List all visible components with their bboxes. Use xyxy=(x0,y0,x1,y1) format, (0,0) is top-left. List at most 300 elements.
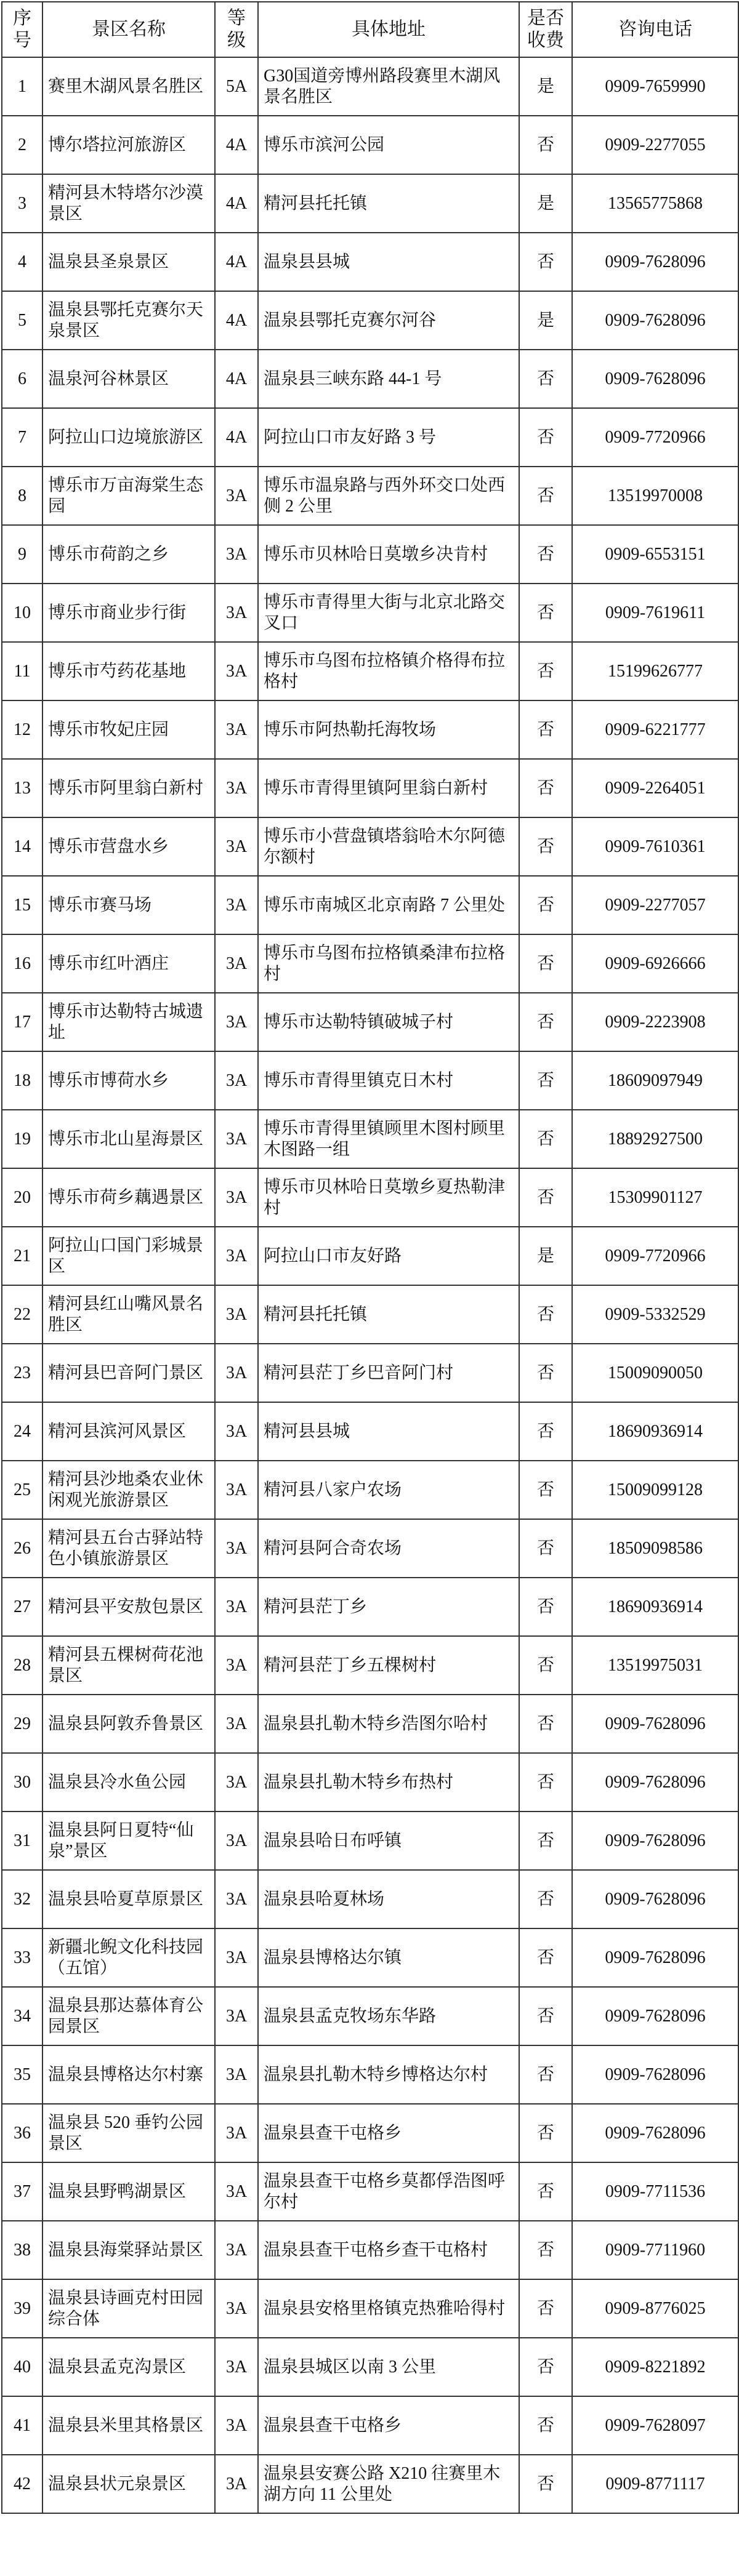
cell-address: 精河县托托镇 xyxy=(258,174,519,233)
cell-phone: 15009090050 xyxy=(572,1344,738,1402)
table-row xyxy=(2,291,738,350)
table-row xyxy=(2,1461,738,1519)
cell-name: 精河县滨河风景区 xyxy=(42,1402,215,1461)
cell-fee: 否 xyxy=(519,1344,572,1402)
table-row xyxy=(2,1812,738,1870)
table-row xyxy=(2,1695,738,1753)
table-row xyxy=(2,2104,738,2162)
cell-no: 37 xyxy=(2,2162,42,2221)
cell-name: 温泉县阿日夏特“仙泉”景区 xyxy=(42,1812,215,1870)
table-row xyxy=(2,2455,738,2513)
cell-phone: 0909-7628096 xyxy=(572,1695,738,1753)
cell-phone: 0909-8776025 xyxy=(572,2279,738,2338)
cell-address: 温泉县扎勒木特乡浩图尔哈村 xyxy=(258,1695,519,1753)
cell-fee: 否 xyxy=(519,1636,572,1695)
cell-no: 18 xyxy=(2,1051,42,1110)
cell-no: 34 xyxy=(2,1987,42,2045)
cell-name: 博乐市博荷水乡 xyxy=(42,1051,215,1110)
cell-address: 温泉县扎勒木特乡布热村 xyxy=(258,1753,519,1812)
cell-no: 20 xyxy=(2,1168,42,1227)
cell-address: 博乐市青得里大街与北京北路交叉口 xyxy=(258,584,519,642)
table-row xyxy=(2,2162,738,2221)
header-address: 具体地址 xyxy=(258,2,519,57)
cell-name: 精河县平安敖包景区 xyxy=(42,1578,215,1636)
table-row xyxy=(2,876,738,934)
cell-level: 3A xyxy=(215,700,258,759)
cell-phone: 0909-7628096 xyxy=(572,1812,738,1870)
table-row xyxy=(2,174,738,233)
cell-level: 3A xyxy=(215,2396,258,2455)
cell-phone: 0909-7610361 xyxy=(572,817,738,876)
cell-level: 3A xyxy=(215,1695,258,1753)
cell-level: 4A xyxy=(215,174,258,233)
cell-fee: 否 xyxy=(519,2338,572,2396)
cell-fee: 否 xyxy=(519,1168,572,1227)
cell-phone: 18509098586 xyxy=(572,1519,738,1578)
cell-name: 精河县五台古驿站特色小镇旅游景区 xyxy=(42,1519,215,1578)
cell-phone: 0909-7720966 xyxy=(572,1227,738,1285)
cell-phone: 0909-5332529 xyxy=(572,1285,738,1344)
cell-name: 温泉县鄂托克赛尔天泉景区 xyxy=(42,291,215,350)
table-row xyxy=(2,1519,738,1578)
cell-name: 温泉县诗画克村田园综合体 xyxy=(42,2279,215,2338)
table-header xyxy=(2,2,738,57)
cell-level: 3A xyxy=(215,1461,258,1519)
table-row xyxy=(2,57,738,116)
cell-name: 温泉县孟克沟景区 xyxy=(42,2338,215,2396)
cell-fee: 否 xyxy=(519,1695,572,1753)
cell-address: 博乐市青得里镇阿里翁白新村 xyxy=(258,759,519,817)
cell-name: 博乐市红叶酒庄 xyxy=(42,934,215,993)
cell-phone: 0909-8771117 xyxy=(572,2455,738,2513)
cell-address: 温泉县哈日布呼镇 xyxy=(258,1812,519,1870)
cell-level: 3A xyxy=(215,759,258,817)
cell-level: 4A xyxy=(215,233,258,291)
cell-name: 博尔塔拉河旅游区 xyxy=(42,116,215,174)
cell-fee: 否 xyxy=(519,1402,572,1461)
cell-name: 温泉县那达慕体育公园景区 xyxy=(42,1987,215,2045)
cell-no: 3 xyxy=(2,174,42,233)
cell-no: 35 xyxy=(2,2045,42,2104)
cell-no: 13 xyxy=(2,759,42,817)
cell-name: 温泉河谷林景区 xyxy=(42,350,215,408)
cell-name: 博乐市达勒特古城遗址 xyxy=(42,993,215,1051)
cell-fee: 否 xyxy=(519,1987,572,2045)
cell-fee: 否 xyxy=(519,876,572,934)
cell-no: 23 xyxy=(2,1344,42,1402)
cell-no: 15 xyxy=(2,876,42,934)
cell-level: 3A xyxy=(215,1753,258,1812)
cell-level: 3A xyxy=(215,525,258,584)
cell-phone: 0909-6221777 xyxy=(572,700,738,759)
cell-no: 10 xyxy=(2,584,42,642)
cell-no: 12 xyxy=(2,700,42,759)
cell-phone: 13519975031 xyxy=(572,1636,738,1695)
cell-fee: 否 xyxy=(519,408,572,467)
cell-no: 6 xyxy=(2,350,42,408)
table-row xyxy=(2,1753,738,1812)
table-row xyxy=(2,2221,738,2279)
cell-no: 39 xyxy=(2,2279,42,2338)
cell-no: 40 xyxy=(2,2338,42,2396)
cell-no: 36 xyxy=(2,2104,42,2162)
cell-phone: 0909-7711536 xyxy=(572,2162,738,2221)
cell-address: 温泉县查干屯格乡 xyxy=(258,2396,519,2455)
cell-fee: 否 xyxy=(519,1928,572,1987)
table-row xyxy=(2,2396,738,2455)
cell-no: 8 xyxy=(2,467,42,525)
cell-no: 14 xyxy=(2,817,42,876)
cell-fee: 否 xyxy=(519,1285,572,1344)
table-row xyxy=(2,584,738,642)
cell-no: 22 xyxy=(2,1285,42,1344)
cell-address: 温泉县城区以南 3 公里 xyxy=(258,2338,519,2396)
cell-no: 42 xyxy=(2,2455,42,2513)
cell-no: 11 xyxy=(2,642,42,700)
cell-phone: 0909-7628096 xyxy=(572,350,738,408)
cell-fee: 否 xyxy=(519,2045,572,2104)
cell-no: 19 xyxy=(2,1110,42,1168)
cell-name: 温泉县哈夏草原景区 xyxy=(42,1870,215,1928)
cell-phone: 18892927500 xyxy=(572,1110,738,1168)
cell-phone: 0909-7628096 xyxy=(572,233,738,291)
cell-fee: 否 xyxy=(519,350,572,408)
table-row xyxy=(2,1928,738,1987)
cell-name: 阿拉山口边境旅游区 xyxy=(42,408,215,467)
cell-phone: 0909-2277055 xyxy=(572,116,738,174)
cell-level: 3A xyxy=(215,1578,258,1636)
cell-name: 精河县沙地桑农业休闲观光旅游景区 xyxy=(42,1461,215,1519)
cell-phone: 0909-8221892 xyxy=(572,2338,738,2396)
cell-no: 32 xyxy=(2,1870,42,1928)
cell-fee: 否 xyxy=(519,1812,572,1870)
cell-address: 温泉县鄂托克赛尔河谷 xyxy=(258,291,519,350)
table-row xyxy=(2,934,738,993)
cell-no: 21 xyxy=(2,1227,42,1285)
cell-no: 4 xyxy=(2,233,42,291)
header-level: 等级 xyxy=(215,2,258,57)
cell-address: 博乐市南城区北京南路 7 公里处 xyxy=(258,876,519,934)
cell-level: 3A xyxy=(215,1402,258,1461)
cell-name: 温泉县野鸭湖景区 xyxy=(42,2162,215,2221)
cell-level: 3A xyxy=(215,1928,258,1987)
cell-address: 精河县托托镇 xyxy=(258,1285,519,1344)
cell-address: 博乐市温泉路与西外环交口处西侧 2 公里 xyxy=(258,467,519,525)
cell-level: 3A xyxy=(215,2279,258,2338)
cell-name: 温泉县圣泉景区 xyxy=(42,233,215,291)
cell-phone: 13519970008 xyxy=(572,467,738,525)
cell-no: 38 xyxy=(2,2221,42,2279)
cell-name: 博乐市牧妃庄园 xyxy=(42,700,215,759)
cell-no: 16 xyxy=(2,934,42,993)
table-row xyxy=(2,993,738,1051)
table-row xyxy=(2,2045,738,2104)
cell-phone: 0909-7628096 xyxy=(572,2045,738,2104)
cell-level: 4A xyxy=(215,350,258,408)
table-row xyxy=(2,233,738,291)
cell-phone: 0909-7628096 xyxy=(572,1928,738,1987)
cell-no: 5 xyxy=(2,291,42,350)
cell-fee: 是 xyxy=(519,174,572,233)
cell-phone: 0909-2264051 xyxy=(572,759,738,817)
cell-address: 阿拉山口市友好路 xyxy=(258,1227,519,1285)
cell-name: 温泉县冷水鱼公园 xyxy=(42,1753,215,1812)
cell-level: 4A xyxy=(215,116,258,174)
cell-address: 博乐市滨河公园 xyxy=(258,116,519,174)
table-row xyxy=(2,1987,738,2045)
table-row xyxy=(2,1168,738,1227)
cell-fee: 否 xyxy=(519,2396,572,2455)
table-row xyxy=(2,1110,738,1168)
cell-level: 3A xyxy=(215,934,258,993)
cell-level: 3A xyxy=(215,2338,258,2396)
header-no: 序号 xyxy=(2,2,42,57)
cell-address: 温泉县博格达尔镇 xyxy=(258,1928,519,1987)
cell-phone: 0909-7628096 xyxy=(572,1987,738,2045)
cell-level: 3A xyxy=(215,2221,258,2279)
cell-level: 3A xyxy=(215,1987,258,2045)
cell-name: 博乐市营盘水乡 xyxy=(42,817,215,876)
header-name: 景区名称 xyxy=(42,2,215,57)
cell-name: 阿拉山口国门彩城景区 xyxy=(42,1227,215,1285)
cell-fee: 否 xyxy=(519,2162,572,2221)
cell-name: 精河县巴音阿门景区 xyxy=(42,1344,215,1402)
table-row xyxy=(2,408,738,467)
cell-fee: 否 xyxy=(519,233,572,291)
cell-name: 博乐市万亩海棠生态园 xyxy=(42,467,215,525)
table-row xyxy=(2,525,738,584)
cell-fee: 否 xyxy=(519,1051,572,1110)
cell-address: 精河县八家户农场 xyxy=(258,1461,519,1519)
table-row xyxy=(2,1227,738,1285)
cell-level: 3A xyxy=(215,1812,258,1870)
cell-fee: 否 xyxy=(519,1110,572,1168)
cell-level: 3A xyxy=(215,1344,258,1402)
cell-phone: 0909-6553151 xyxy=(572,525,738,584)
cell-name: 博乐市商业步行街 xyxy=(42,584,215,642)
cell-phone: 0909-2223908 xyxy=(572,993,738,1051)
cell-address: 博乐市阿热勒托海牧场 xyxy=(258,700,519,759)
cell-no: 24 xyxy=(2,1402,42,1461)
cell-name: 精河县红山嘴风景名胜区 xyxy=(42,1285,215,1344)
cell-no: 30 xyxy=(2,1753,42,1812)
cell-name: 精河县五棵树荷花池景区 xyxy=(42,1636,215,1695)
cell-address: 精河县茫丁乡巴音阿门村 xyxy=(258,1344,519,1402)
cell-no: 33 xyxy=(2,1928,42,1987)
cell-level: 3A xyxy=(215,467,258,525)
cell-no: 25 xyxy=(2,1461,42,1519)
cell-fee: 否 xyxy=(519,1461,572,1519)
cell-fee: 否 xyxy=(519,2221,572,2279)
cell-no: 1 xyxy=(2,57,42,116)
cell-address: 温泉县孟克牧场东华路 xyxy=(258,1987,519,2045)
cell-level: 4A xyxy=(215,291,258,350)
cell-address: 温泉县查干屯格乡 xyxy=(258,2104,519,2162)
cell-address: G30国道旁博州路段赛里木湖风景名胜区 xyxy=(258,57,519,116)
cell-fee: 否 xyxy=(519,1519,572,1578)
cell-fee: 否 xyxy=(519,1578,572,1636)
header-fee: 是否收费 xyxy=(519,2,572,57)
cell-level: 3A xyxy=(215,1051,258,1110)
scenic-spots-table xyxy=(1,1,739,2514)
cell-level: 3A xyxy=(215,2455,258,2513)
table-row xyxy=(2,759,738,817)
cell-level: 3A xyxy=(215,1285,258,1344)
cell-address: 精河县阿合奇农场 xyxy=(258,1519,519,1578)
cell-level: 3A xyxy=(215,1870,258,1928)
cell-name: 赛里木湖风景名胜区 xyxy=(42,57,215,116)
table-body xyxy=(2,57,738,2513)
cell-phone: 15009099128 xyxy=(572,1461,738,1519)
cell-level: 3A xyxy=(215,876,258,934)
cell-fee: 否 xyxy=(519,2279,572,2338)
cell-fee: 是 xyxy=(519,291,572,350)
cell-no: 28 xyxy=(2,1636,42,1695)
cell-no: 2 xyxy=(2,116,42,174)
cell-address: 精河县茫丁乡 xyxy=(258,1578,519,1636)
cell-address: 博乐市乌图布拉格镇介格得布拉格村 xyxy=(258,642,519,700)
cell-no: 17 xyxy=(2,993,42,1051)
table-row xyxy=(2,1344,738,1402)
cell-fee: 否 xyxy=(519,467,572,525)
cell-no: 27 xyxy=(2,1578,42,1636)
cell-level: 3A xyxy=(215,584,258,642)
cell-name: 博乐市荷韵之乡 xyxy=(42,525,215,584)
cell-level: 3A xyxy=(215,993,258,1051)
cell-phone: 18690936914 xyxy=(572,1578,738,1636)
cell-address: 温泉县查干屯格乡查干屯格村 xyxy=(258,2221,519,2279)
table-row xyxy=(2,1285,738,1344)
cell-phone: 18690936914 xyxy=(572,1402,738,1461)
header-phone: 咨询电话 xyxy=(572,2,738,57)
table-row xyxy=(2,817,738,876)
cell-phone: 0909-7628096 xyxy=(572,2104,738,2162)
cell-phone: 0909-7711960 xyxy=(572,2221,738,2279)
cell-fee: 否 xyxy=(519,584,572,642)
cell-address: 温泉县安赛公路 X210 往赛里木湖方向 11 公里处 xyxy=(258,2455,519,2513)
cell-fee: 否 xyxy=(519,2104,572,2162)
cell-address: 温泉县扎勒木特乡博格达尔村 xyxy=(258,2045,519,2104)
cell-address: 博乐市青得里镇顾里木图村顾里木图路一组 xyxy=(258,1110,519,1168)
cell-no: 9 xyxy=(2,525,42,584)
cell-address: 温泉县哈夏林场 xyxy=(258,1870,519,1928)
cell-name: 温泉县米里其格景区 xyxy=(42,2396,215,2455)
cell-level: 3A xyxy=(215,642,258,700)
cell-address: 温泉县三峡东路 44-1 号 xyxy=(258,350,519,408)
cell-phone: 0909-7720966 xyxy=(572,408,738,467)
table-row xyxy=(2,1870,738,1928)
table-row xyxy=(2,116,738,174)
cell-fee: 否 xyxy=(519,116,572,174)
cell-address: 温泉县查干屯格乡莫都俘浩图呼尔村 xyxy=(258,2162,519,2221)
cell-phone: 15309901127 xyxy=(572,1168,738,1227)
cell-name: 博乐市荷乡藕遇景区 xyxy=(42,1168,215,1227)
cell-fee: 是 xyxy=(519,1227,572,1285)
cell-phone: 0909-7628096 xyxy=(572,291,738,350)
table-row xyxy=(2,642,738,700)
cell-no: 41 xyxy=(2,2396,42,2455)
cell-no: 29 xyxy=(2,1695,42,1753)
table-row xyxy=(2,1578,738,1636)
table-row xyxy=(2,700,738,759)
cell-name: 温泉县状元泉景区 xyxy=(42,2455,215,2513)
cell-fee: 否 xyxy=(519,2455,572,2513)
cell-fee: 否 xyxy=(519,759,572,817)
cell-address: 博乐市青得里镇克日木村 xyxy=(258,1051,519,1110)
cell-address: 博乐市乌图布拉格镇桑津布拉格村 xyxy=(258,934,519,993)
cell-level: 3A xyxy=(215,1636,258,1695)
cell-level: 3A xyxy=(215,817,258,876)
cell-name: 博乐市赛马场 xyxy=(42,876,215,934)
cell-no: 26 xyxy=(2,1519,42,1578)
cell-name: 温泉县阿敦乔鲁景区 xyxy=(42,1695,215,1753)
cell-phone: 0909-7628096 xyxy=(572,1870,738,1928)
cell-address: 精河县茫丁乡五棵树村 xyxy=(258,1636,519,1695)
cell-name: 博乐市北山星海景区 xyxy=(42,1110,215,1168)
cell-level: 3A xyxy=(215,1168,258,1227)
cell-address: 温泉县县城 xyxy=(258,233,519,291)
cell-fee: 否 xyxy=(519,993,572,1051)
cell-phone: 13565775868 xyxy=(572,174,738,233)
cell-fee: 否 xyxy=(519,700,572,759)
cell-no: 7 xyxy=(2,408,42,467)
cell-phone: 0909-7628096 xyxy=(572,1753,738,1812)
cell-address: 精河县县城 xyxy=(258,1402,519,1461)
cell-phone: 15199626777 xyxy=(572,642,738,700)
table-row xyxy=(2,350,738,408)
cell-level: 3A xyxy=(215,1110,258,1168)
cell-fee: 否 xyxy=(519,1870,572,1928)
cell-name: 温泉县海棠驿站景区 xyxy=(42,2221,215,2279)
cell-no: 31 xyxy=(2,1812,42,1870)
table-row xyxy=(2,2279,738,2338)
cell-name: 温泉县 520 垂钓公园景区 xyxy=(42,2104,215,2162)
cell-level: 3A xyxy=(215,1519,258,1578)
cell-fee: 否 xyxy=(519,934,572,993)
cell-address: 阿拉山口市友好路 3 号 xyxy=(258,408,519,467)
table-row xyxy=(2,1636,738,1695)
cell-level: 3A xyxy=(215,1227,258,1285)
cell-address: 温泉县安格里格镇克热雅哈得村 xyxy=(258,2279,519,2338)
cell-level: 3A xyxy=(215,2104,258,2162)
cell-level: 3A xyxy=(215,2045,258,2104)
cell-address: 博乐市贝林哈日莫墩乡夏热勒津村 xyxy=(258,1168,519,1227)
cell-phone: 0909-7619611 xyxy=(572,584,738,642)
cell-fee: 否 xyxy=(519,1753,572,1812)
table-row xyxy=(2,1051,738,1110)
cell-level: 3A xyxy=(215,2162,258,2221)
table-row xyxy=(2,467,738,525)
cell-address: 博乐市小营盘镇塔翁哈木尔阿德尔额村 xyxy=(258,817,519,876)
cell-fee: 否 xyxy=(519,642,572,700)
cell-fee: 否 xyxy=(519,817,572,876)
table-row xyxy=(2,1402,738,1461)
cell-name: 博乐市阿里翁白新村 xyxy=(42,759,215,817)
cell-fee: 是 xyxy=(519,57,572,116)
cell-phone: 18609097949 xyxy=(572,1051,738,1110)
cell-name: 温泉县博格达尔村寨 xyxy=(42,2045,215,2104)
cell-phone: 0909-2277057 xyxy=(572,876,738,934)
cell-address: 博乐市贝林哈日莫墩乡决肯村 xyxy=(258,525,519,584)
table-row xyxy=(2,2338,738,2396)
cell-name: 精河县木特塔尔沙漠景区 xyxy=(42,174,215,233)
cell-phone: 0909-7659990 xyxy=(572,57,738,116)
cell-address: 博乐市达勒特镇破城子村 xyxy=(258,993,519,1051)
cell-level: 4A xyxy=(215,408,258,467)
cell-phone: 0909-6926666 xyxy=(572,934,738,993)
cell-level: 5A xyxy=(215,57,258,116)
cell-fee: 否 xyxy=(519,525,572,584)
